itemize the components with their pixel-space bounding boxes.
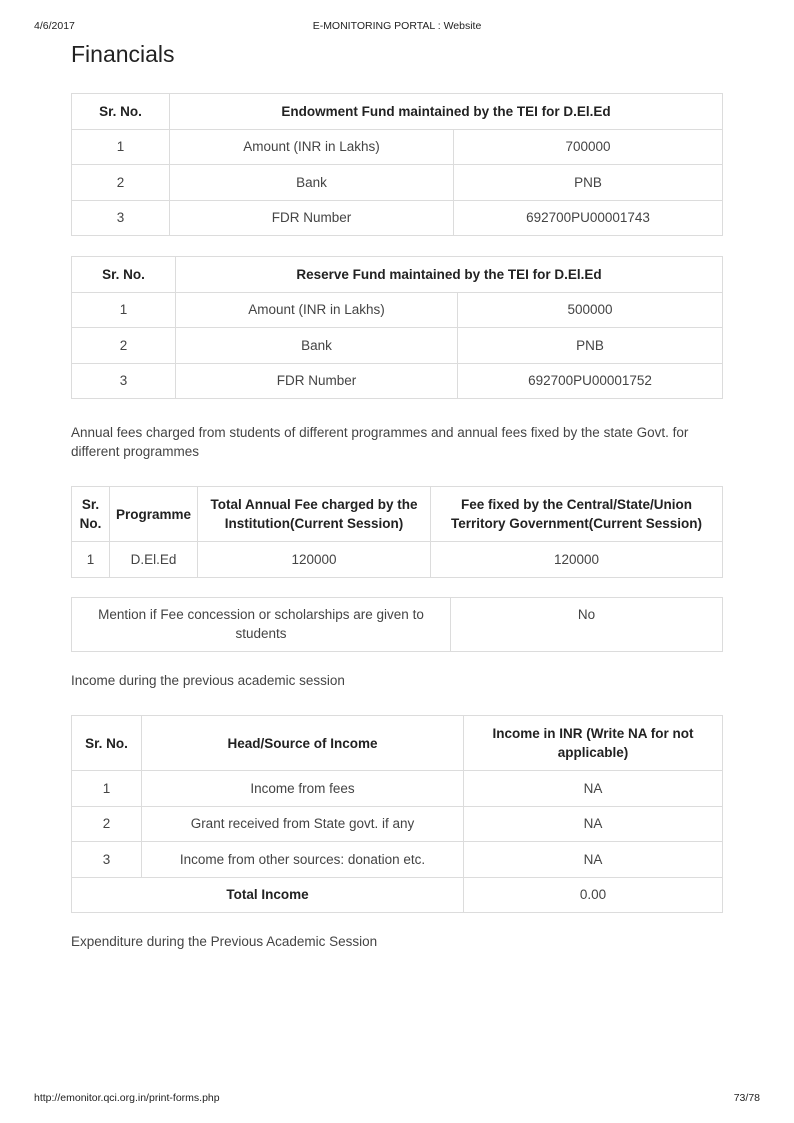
table-row [72, 771, 723, 807]
fee-charged-header: Total Annual Fee charged by the Institution(Current Session) [198, 487, 431, 542]
page-title: Financials [71, 41, 175, 67]
annual-fees-table [71, 486, 723, 578]
value-cell: PNB [454, 165, 723, 201]
income-amount-cell: NA [464, 771, 723, 807]
programme-header: Programme [110, 487, 198, 542]
table-row [72, 165, 723, 201]
table-row [72, 292, 723, 328]
sr-no-cell: 2 [72, 328, 176, 364]
table-row [72, 842, 723, 878]
page-number: 73/78 [733, 1092, 760, 1104]
income-table [71, 715, 723, 913]
footer-url: http://emonitor.qci.org.in/print-forms.php [34, 1092, 220, 1104]
value-cell: PNB [458, 328, 723, 364]
table-row [72, 542, 723, 578]
reserve-fund-table [71, 256, 723, 399]
reserve-heading: Reserve Fund maintained by the TEI for D.El.Ed [176, 257, 723, 293]
sr-no-cell: 1 [72, 542, 110, 578]
endowment-fund-table [71, 93, 723, 236]
sr-no-header: Sr. No. [72, 94, 170, 130]
sr-no-header: Sr. No. [72, 257, 176, 293]
sr-no-cell: 3 [72, 200, 170, 236]
table-row [72, 200, 723, 236]
label-cell: Amount (INR in Lakhs) [170, 129, 454, 165]
total-income-value: 0.00 [464, 877, 723, 913]
income-intro-text: Income during the previous academic session [71, 673, 345, 688]
label-cell: FDR Number [176, 363, 458, 399]
sr-no-header: Sr. No. [72, 487, 110, 542]
table-row [72, 129, 723, 165]
sr-no-cell: 2 [72, 806, 142, 842]
table-header-row [72, 716, 723, 771]
endowment-heading: Endowment Fund maintained by the TEI for D.El.Ed [170, 94, 723, 130]
table-row [72, 806, 723, 842]
sr-no-cell: 1 [72, 292, 176, 328]
table-header-row [72, 487, 723, 542]
income-amount-cell: NA [464, 842, 723, 878]
sr-no-cell: 1 [72, 771, 142, 807]
fee-fixed-cell: 120000 [431, 542, 723, 578]
label-cell: Bank [170, 165, 454, 201]
programme-cell: D.El.Ed [110, 542, 198, 578]
fee-concession-table [71, 597, 723, 652]
concession-answer-cell: No [451, 598, 723, 652]
table-row [72, 598, 723, 652]
sr-no-cell: 1 [72, 129, 170, 165]
income-head-cell: Income from fees [142, 771, 464, 807]
income-amount-cell: NA [464, 806, 723, 842]
expenditure-intro-text: Expenditure during the Previous Academic Session [71, 934, 378, 949]
fee-charged-cell: 120000 [198, 542, 431, 578]
sr-no-cell: 2 [72, 165, 170, 201]
income-amount-header: Income in INR (Write NA for not applicable) [464, 716, 723, 771]
sr-no-cell: 3 [72, 363, 176, 399]
table-row [72, 363, 723, 399]
label-cell: FDR Number [170, 200, 454, 236]
label-cell: Bank [176, 328, 458, 364]
income-head-header: Head/Source of Income [142, 716, 464, 771]
sr-no-cell: 3 [72, 842, 142, 878]
value-cell: 692700PU00001752 [458, 363, 723, 399]
income-head-cell: Grant received from State govt. if any [142, 806, 464, 842]
fee-fixed-header: Fee fixed by the Central/State/Union Territory Government(Current Session) [431, 487, 723, 542]
table-header-row [72, 94, 723, 130]
table-row [72, 328, 723, 364]
table-header-row [72, 257, 723, 293]
print-header-title: E-MONITORING PORTAL : Website [312, 20, 482, 32]
fees-intro-text: Annual fees charged from students of different programmes and annual fees fixed by the state Govt. for different programmes [71, 425, 689, 459]
value-cell: 692700PU00001743 [454, 200, 723, 236]
print-date: 4/6/2017 [34, 20, 75, 32]
label-cell: Amount (INR in Lakhs) [176, 292, 458, 328]
value-cell: 700000 [454, 129, 723, 165]
income-head-cell: Income from other sources: donation etc. [142, 842, 464, 878]
total-income-label: Total Income [72, 877, 464, 913]
total-row [72, 877, 723, 913]
concession-question-cell: Mention if Fee concession or scholarships are given to students [72, 598, 451, 652]
sr-no-header: Sr. No. [72, 716, 142, 771]
value-cell: 500000 [458, 292, 723, 328]
